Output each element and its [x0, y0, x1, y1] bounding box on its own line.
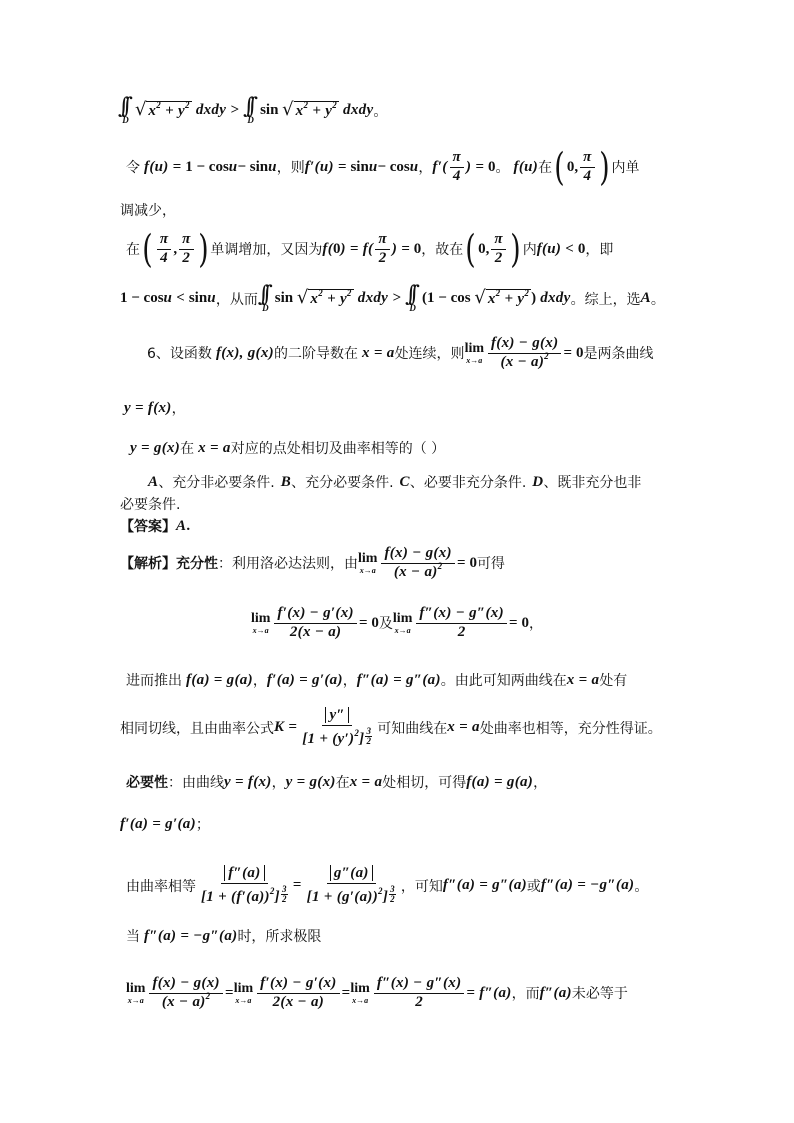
option-b-letter: B [280, 473, 292, 490]
line-let-f: 令 f(u) = 1 − cos u − sin u ，则 f′(u) = sin u − cos u ， f′( $\frac{\pi}{4}$ ) = 0 。 f(u) 在 ( 0, $\frac{\pi}{4}$ ) 内单 [126, 145, 640, 189]
options-wrap [0, 494, 794, 514]
text: 当 [126, 929, 140, 945]
option-c-letter: C [399, 473, 410, 490]
answer-line [0, 516, 794, 536]
analysis-line: 【解析】 充分性 ：利用洛必达法则，由 lim x→a $\frac{f(x) - g(x)}{(x - a)^2}$ = 0 可得 [120, 545, 505, 580]
when-line: 当 f″(a) = −g″(a) 时，所求极限 [126, 927, 322, 945]
sqrt-expression: √ $x^2 + y^2$ [134, 98, 190, 120]
text: 。 [634, 878, 649, 895]
line-integral-inequality: ∫∫ D √ $x^2 + y^2$ dxdy > ∫∫ D sin √ $x^2 + y^2$ dxdy 。 [118, 94, 388, 125]
answer-value: A [176, 517, 187, 534]
option-a-letter: A [148, 473, 159, 490]
sufficiency-label: 充分性 [176, 556, 218, 573]
text: ，则 [276, 160, 305, 176]
text: 处连续，则 [394, 346, 465, 363]
text: 。 [495, 160, 510, 176]
text: 或 [526, 878, 541, 895]
sqrt-expression: √ $x^2 + y^2$ [282, 98, 337, 120]
limit: lim x→a [392, 610, 413, 635]
fraction: f″(a) $[1 + (f'(a))^2]$ $\frac{3}{2}$ [201, 865, 287, 905]
curvature-fraction: y″ $[1 + (y')^2]$ $\frac{3}{2}$ [302, 707, 372, 747]
option-d-letter: D [532, 473, 544, 490]
curvature-line: 相同切线，且由曲率公式 K = y″ $[1 + (y')^2]$ $\frac{3}{2}$ 可知曲线在 x = a 处曲率也相等，充分性得证。 [120, 707, 662, 747]
final-limit-line: lim x→a $\frac{f(x) - g(x)}{(x - a)^2}$ = lim x→a $\frac{f'(x) - g'(x)}{2(x - a)}$ = lim x→a $\frac{f''(x) - g''(x)}{2}$ = f″(a) ，而 f″(a) 未必等于 [126, 975, 628, 1010]
fraction: $\frac{f''(x) - g''(x)}{2}$ [416, 606, 507, 641]
deduce-line: 进而推出 f(a) = g(a) ， f′(a) = g′(a) ， f″(a) = g″(a) 。由此可知两曲线在 x = a 处有 [126, 671, 628, 689]
text: 在 [335, 775, 350, 791]
text: 未必等于 [571, 986, 628, 1003]
line-increase: 在 ( $\frac{\pi}{4}$ , $\frac{\pi}{2}$ ) 单调增加，又因为 f( 0 ) = f( $\frac{\pi}{2}$ ) = 0 ，故在 ( 0, $\frac{\pi}{2}$ ) 内 f(u) < 0 ，即 [126, 227, 614, 271]
necessity-label: 必要性 [126, 775, 168, 791]
text: ， [252, 673, 267, 689]
text: 相同切线，且由曲率公式 [120, 720, 274, 737]
double-integral-symbol: ∫∫ D [257, 282, 269, 313]
text: 处相切，可得 [382, 775, 467, 791]
text: ， [529, 616, 544, 633]
text: 调减少， [120, 203, 176, 219]
option-a-text: 、充分非必要条件. [158, 475, 275, 491]
text: 进而推出 [126, 673, 182, 689]
text: 在 [180, 441, 195, 457]
limit: lim x→a [350, 980, 370, 1005]
text: . [186, 517, 191, 534]
text: 。综上，选 [570, 291, 641, 308]
text: ，故在 [421, 242, 464, 258]
option-d-text: 、既非充分也非 [543, 475, 642, 491]
curvature-equal-line: 由曲率相等 f″(a) $[1 + (f'(a))^2]$ $\frac{3}{2}$ = g″(a) $[1 + (g'(a))^2]$ $\frac{3}{2}$ ，可知 f″(a) = g″(a) 或 f″(a) = −g″(a) 。 [126, 865, 649, 905]
necessity-line: 必要性 ：由曲线 y = f(x) ， y = g(x) 在 x = a 处相切，可得 f(a) = g(a) ， [126, 773, 548, 791]
text: ，而 [511, 986, 540, 1003]
limit: lim x→a [250, 610, 271, 635]
text: ，可知 [400, 878, 443, 895]
fraction: g″(a) $[1 + (g'(a))^2]$ $\frac{3}{2}$ [306, 865, 395, 905]
fraction: $\frac{f'(x) - g'(x)}{2(x - a)}$ [257, 976, 339, 1011]
curve-2: y = g(x) 在 x = a 对应的点处相切及曲率相等的（ ） [130, 439, 446, 457]
option-b-text: 、充分必要条件. [291, 475, 394, 491]
text: ， [418, 160, 433, 176]
text: 及 [378, 616, 393, 633]
text: ，从而 [215, 291, 258, 308]
analysis-label: 【解析】 [120, 556, 176, 573]
text: 在 [538, 160, 553, 176]
fraction: $\frac{\pi}{2}$ [375, 232, 390, 267]
fraction: $\frac{f(x) - g(x)}{(x - a)^2}$ [488, 336, 561, 371]
limit: lim x→a [126, 980, 146, 1005]
choice-letter: A [640, 290, 651, 306]
text: 可知曲线在 [377, 720, 448, 737]
sqrt-expression: √ $x^2 + y^2$ [296, 286, 352, 308]
fraction: $\frac{f(x) - g(x)}{(x - a)^2}$ [149, 976, 222, 1011]
text: 。 [373, 103, 388, 120]
text: ， [271, 775, 286, 791]
text: ； [195, 817, 210, 833]
text: 是两条曲线 [583, 346, 654, 363]
fraction: $\frac{\pi}{4}$ [580, 150, 595, 185]
double-integral-symbol: ∫∫ D [118, 94, 129, 125]
text: ，即 [585, 242, 614, 258]
text: 。由此可知两曲线在 [440, 673, 567, 689]
fraction: $\frac{f'(x) - g'(x)}{2(x - a)}$ [274, 606, 356, 641]
question-number: 6、设函数 [147, 346, 212, 363]
fraction: $\frac{\pi}{4}$ [157, 232, 172, 267]
derivative-equal-line: f′(a) = g′(a) ； [120, 815, 210, 833]
limit: lim x→a [358, 550, 378, 575]
text: 处曲率也相等，充分性得证。 [479, 720, 662, 737]
text: ：由曲线 [168, 775, 224, 791]
fraction: $\frac{\pi}{2}$ [491, 232, 506, 267]
line-hence: 1 − cos u < sin u ，从而 ∫∫ D sin √ $x^2 + y^2$ dxdy > ∫∫ D (1 − cos √ $x^2 + y^2$ ) dxdy 。综上，选 A 。 [120, 282, 665, 313]
text: 由曲率相等 [126, 878, 196, 895]
sqrt-expression: √ $x^2 + y^2$ [474, 286, 530, 308]
text: ， [533, 775, 548, 791]
text: ：利用洛必达法则，由 [218, 556, 358, 573]
fraction: $\frac{f''(x) - g''(x)}{2}$ [374, 976, 465, 1011]
text: 可得 [476, 556, 505, 573]
line-decrease [0, 200, 794, 220]
text: 必要条件. [120, 497, 181, 513]
answer-label: 【答案】 [120, 519, 176, 535]
centered-limits: lim x→a $\frac{f'(x) - g'(x)}{2(x - a)}$ = 0 及 lim x→a $\frac{f''(x) - g''(x)}{2}$ = 0 ， [250, 605, 544, 640]
text: 令 [126, 160, 140, 176]
option-c-text: 、必要非充分条件. [409, 475, 527, 491]
text: ， [342, 673, 357, 689]
options-row [0, 472, 794, 492]
text: 单调增加，又因为 [210, 242, 323, 258]
fraction: $\frac{f(x) - g(x)}{(x - a)^2}$ [381, 546, 454, 581]
text: 内单 [611, 160, 640, 176]
double-integral-symbol: ∫∫ D [243, 94, 254, 125]
fraction: $\frac{\pi}{4}$ [450, 150, 465, 185]
text: ， [171, 401, 186, 417]
fraction: $\frac{\pi}{2}$ [179, 232, 194, 267]
text: 对应的点处相切及曲率相等的（ ） [230, 441, 446, 457]
text: 时，所求极限 [237, 929, 322, 945]
text: 的二阶导数在 [273, 346, 358, 363]
double-integral-symbol: ∫∫ D [405, 282, 416, 313]
text: 内 [522, 242, 537, 258]
question-6: 6、设函数 f(x), g(x) 的二阶导数在 x = a 处连续，则 lim x→a $\frac{f(x) - g(x)}{(x - a)^2}$ = 0 是两条曲线 [147, 335, 654, 370]
limit: lim x→a [464, 340, 485, 365]
curve-1: y = f(x) ， [124, 399, 186, 417]
text: 。 [650, 291, 665, 308]
limit: lim x→a [233, 980, 254, 1005]
text: 在 [126, 242, 140, 258]
text: 处有 [599, 673, 628, 689]
